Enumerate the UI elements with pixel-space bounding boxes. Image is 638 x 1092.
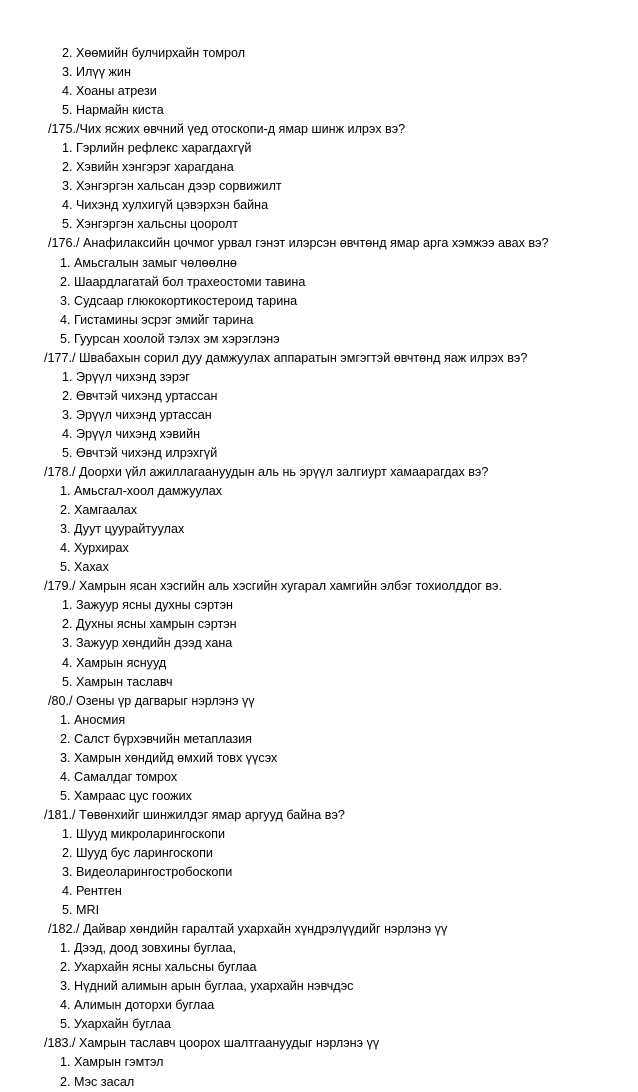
option-line: 2. Салст бүрхэвчийн метаплазия [60, 731, 252, 746]
option-line: 5. Хахах [60, 560, 109, 575]
option-line: 2. Духны ясны хамрын сэртэн [62, 617, 237, 632]
option-line: 5. Өвчтэй чихэнд илрэхгүй [62, 445, 218, 460]
question-line: /178./ Доорхи үйл ажиллагаануудын аль нь эрүүл залгиурт хамаарагдах вэ? [44, 465, 489, 480]
option-line: 3. Хамрын хөндийд өмхий товх үүсэх [60, 750, 278, 765]
option-line: 2. Шууд бус ларингоскопи [62, 845, 213, 860]
option-line: 1. Шууд микроларингоскопи [62, 826, 225, 841]
option-line: 3. Дуут цуурайтуулах [60, 522, 185, 537]
option-line: 1. Эрүүл чихэнд зэрэг [62, 369, 190, 384]
option-line: 1. Амьсгалын замыг чөлөөлнө [60, 255, 237, 270]
option-line: 4. Хамрын яснууд [62, 655, 167, 670]
option-line: 3. Видеоларингостробоскопи [62, 865, 233, 880]
option-line: 5. Ухархайн буглаа [60, 1017, 172, 1032]
option-line: 5. MRI [62, 903, 100, 918]
question-line: /179./ Хамрын ясан хэсгийн аль хэсгийн хугарал хамгийн элбэг тохиолддог вэ. [44, 579, 502, 594]
question-line: /175./Чих ясжих өвчний үед отоскопи-д ямар шинж илрэх вэ? [48, 122, 406, 137]
option-line: 4. Гистамины эсрэг эмийг тарина [60, 312, 254, 327]
option-line: 1. Аносмия [60, 712, 126, 727]
option-line: 5. Хамрын таславч [62, 674, 173, 689]
option-line: 2. Хэвийн хэнгэрэг харагдана [62, 160, 234, 175]
option-line: 4. Хоаны атрези [62, 84, 157, 99]
option-line: 5. Гуурсан хоолой тэлэх эм хэрэглэнэ [60, 331, 280, 346]
option-line: 3. Зажуур хөндийн дээд хана [62, 636, 233, 651]
option-line: 3. Нүдний алимын арын буглаа, ухархайн нэвчдэс [60, 979, 354, 994]
option-line: 5. Хамраас цус гоожих [60, 788, 192, 803]
question-line: /177./ Швабахын сорил дуу дамжуулах аппаратын эмгэгтэй өвчтөнд яаж илрэх вэ? [44, 350, 528, 365]
option-line: 1. Амьсгал-хоол дамжуулах [60, 484, 223, 499]
question-line: /182./ Дайвар хөндийн гаралтай ухархайн хүндрэлүүдийг нэрлэнэ үү [48, 922, 448, 937]
option-line: 2. Ухархайн ясны хальсны буглаа [60, 960, 257, 975]
question-line: /183./ Хамрын таславч цоорох шалтгаануудыг нэрлэнэ үү [44, 1036, 380, 1051]
option-line: 1. Хамрын гэмтэл [60, 1055, 164, 1070]
option-line: 2. Шаардлагатай бол трахеостоми тавина [60, 274, 306, 289]
option-line: 3. Эрүүл чихэнд уртассан [62, 407, 212, 422]
option-line: 4. Рентген [62, 884, 122, 899]
option-line: 1. Гэрлийн рефлекс харагдахгүй [62, 141, 252, 156]
option-line: 3. Илүү жин [62, 65, 131, 80]
option-line: 3. Хэнгэргэн хальсан дээр сорвижилт [62, 179, 282, 194]
option-line: 5. Нармайн киста [62, 103, 164, 118]
option-line: 4. Самалдаг томрох [60, 769, 178, 784]
option-line: 4. Алимын доторхи буглаа [60, 998, 215, 1013]
option-line: 1. Зажуур ясны духны сэртэн [62, 598, 233, 613]
option-line: 2. Хамгаалах [60, 503, 138, 518]
document-page [0, 44, 638, 1092]
option-line: 2. Мэс засал [60, 1074, 135, 1089]
question-line: /181./ Төвөнхийг шинжилдэг ямар аргууд байна вэ? [44, 807, 345, 822]
option-line: 2. Хөөмийн булчирхайн томрол [62, 46, 246, 60]
option-line: 4. Чихэнд хулхигүй цэвэрхэн байна [62, 198, 269, 213]
option-line: 3. Судсаар глюкокортикостероид тарина [60, 293, 298, 308]
question-line: /80./ Озены үр дагварыг нэрлэнэ үү [48, 693, 255, 708]
option-line: 1. Дээд, доод зовхины буглаа, [60, 941, 236, 956]
question-line: /176./ Анафилаксийн цочмог урвал гэнэт илэрсэн өвчтөнд ямар арга хэмжээ авах вэ? [48, 236, 549, 251]
option-line: 4. Хурхирах [60, 541, 129, 556]
option-line: 5. Хэнгэргэн хальсны цооролт [62, 217, 239, 232]
option-line: 2. Өвчтэй чихэнд уртассан [62, 388, 218, 403]
option-line: 4. Эрүүл чихэнд хэвийн [62, 426, 201, 441]
